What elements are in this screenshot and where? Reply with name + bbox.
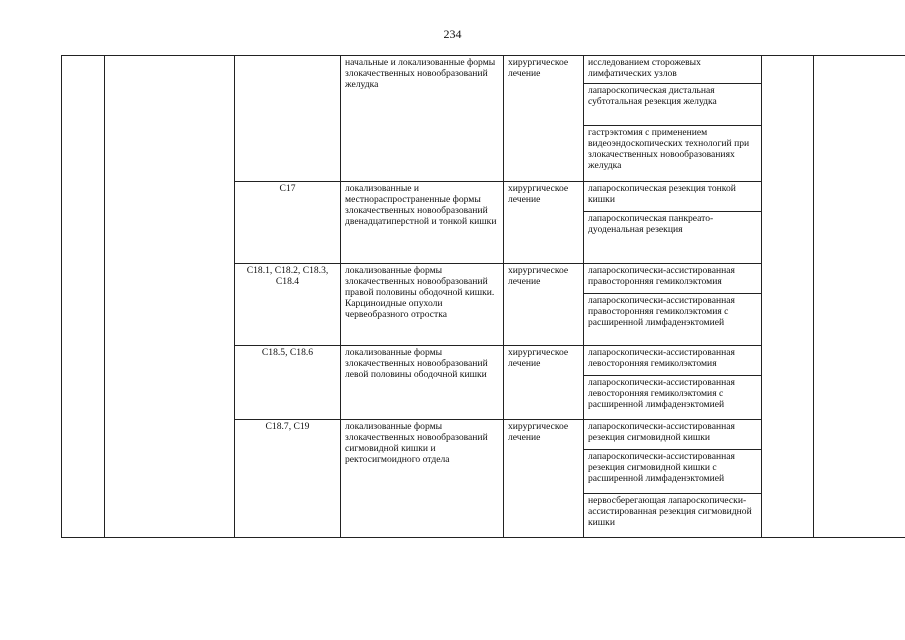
icd-code-cell: C18.1, C18.2, C18.3, C18.4 bbox=[235, 264, 341, 346]
treatment-type-cell: хирургическое лечение bbox=[504, 56, 584, 182]
method-cell: исследованием сторожевых лимфатических узлов bbox=[584, 56, 762, 84]
page-number: 234 bbox=[443, 27, 462, 41]
method-cell: лапароскопически-ассистированная левосторонняя гемиколэктомия с расширенной лимфаденэктомией bbox=[584, 376, 762, 420]
icd-code-cell: C18.7, C19 bbox=[235, 420, 341, 538]
diagnosis-cell: локализованные формы злокачественных новообразований сигмовидной кишки и ректосигмоидного отдела bbox=[341, 420, 504, 538]
cost-cell bbox=[762, 56, 814, 538]
icd-code-cell: C17 bbox=[235, 182, 341, 264]
diagnosis-cell: локализованные формы злокачественных новообразований левой половины ободочной кишки bbox=[341, 346, 504, 420]
icd-code-cell bbox=[235, 56, 341, 182]
method-cell: лапароскопически-ассистированная правосторонняя гемиколэктомия bbox=[584, 264, 762, 294]
treatment-type-cell: хирургическое лечение bbox=[504, 346, 584, 420]
treatment-type-cell: хирургическое лечение bbox=[504, 264, 584, 346]
method-cell: лапароскопически-ассистированная правосторонняя гемиколэктомия с расширенной лимфаденэктомией bbox=[584, 294, 762, 346]
diagnosis-cell: локализованные и местнораспространенные формы злокачественных новообразований двенадцатиперстной и тонкой кишки bbox=[341, 182, 504, 264]
treatment-type-cell: хирургическое лечение bbox=[504, 420, 584, 538]
method-cell: лапароскопическая резекция тонкой кишки bbox=[584, 182, 762, 212]
method-cell: лапароскопическая дистальная субтотальная резекция желудка bbox=[584, 84, 762, 126]
method-cell: лапароскопически-ассистированная резекция сигмовидной кишки с расширенной лимфаденэктомией bbox=[584, 450, 762, 494]
method-cell: лапароскопически-ассистированная резекция сигмовидной кишки bbox=[584, 420, 762, 450]
method-cell: нервосберегающая лапароскопически-ассистированная резекция сигмовидной кишки bbox=[584, 494, 762, 538]
table-row bbox=[62, 56, 905, 84]
procedures-table bbox=[61, 55, 905, 538]
method-cell: лапароскопическая панкреато-дуоденальная резекция bbox=[584, 212, 762, 264]
treatment-type-cell: хирургическое лечение bbox=[504, 182, 584, 264]
diagnosis-cell: локализованные формы злокачественных новообразований правой половины ободочной кишки. Карциноидные опухоли червеобразного отростка bbox=[341, 264, 504, 346]
extra-cell bbox=[814, 56, 905, 538]
method-cell: гастрэктомия с применением видеоэндоскопических технологий при злокачественных новообразованиях желудка bbox=[584, 126, 762, 182]
icd-code-cell: C18.5, C18.6 bbox=[235, 346, 341, 420]
profile-cell bbox=[105, 56, 235, 538]
number-cell bbox=[62, 56, 105, 538]
method-cell: лапароскопически-ассистированная левосторонняя гемиколэктомия bbox=[584, 346, 762, 376]
diagnosis-cell: начальные и локализованные формы злокачественных новообразований желудка bbox=[341, 56, 504, 182]
